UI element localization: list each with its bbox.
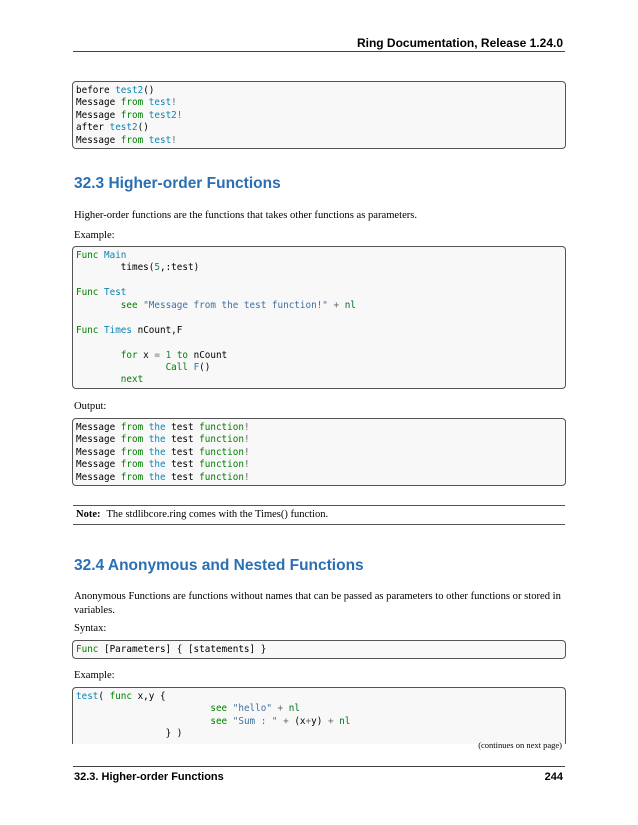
code-token: () <box>199 361 211 373</box>
code-token: test <box>165 459 200 471</box>
code-token: y) <box>311 715 328 727</box>
running-header-title: Ring Documentation, Release 1.24.0 <box>356 36 563 50</box>
code-token: for <box>120 349 138 361</box>
code-token: to <box>176 349 189 361</box>
code-token: x,y { <box>131 691 166 702</box>
code-token: from <box>120 434 144 446</box>
code-token: F <box>193 361 200 373</box>
code-token <box>76 350 121 361</box>
code-token: ! <box>243 434 250 446</box>
code-block-higher-order-output <box>72 418 566 486</box>
code-line <box>76 312 562 324</box>
syntax-label: Syntax: <box>74 623 107 634</box>
code-line <box>76 362 562 374</box>
code-token: Message <box>76 459 121 471</box>
code-token: from <box>120 134 144 146</box>
code-token: test <box>165 434 200 446</box>
code-token: nl <box>288 703 300 715</box>
code-token: func <box>109 691 132 702</box>
code-token: "Message from the test function!" <box>143 299 328 311</box>
code-token: ( <box>98 691 110 702</box>
code-token: 1 <box>165 349 172 361</box>
note-text: The stdlibcore.ring comes with the Times() function. <box>106 509 329 520</box>
code-block-anon-example <box>72 687 566 744</box>
code-token: ! <box>243 459 250 471</box>
code-token: + <box>327 299 345 311</box>
code-token: see <box>120 299 138 311</box>
code-block-test2-output <box>72 81 566 149</box>
code-token: (x <box>294 715 306 727</box>
code-line <box>76 135 562 147</box>
code-token: ! <box>171 97 177 109</box>
footer-section-title: 32.3. Higher-order Functions <box>74 771 224 783</box>
code-token: "hello" <box>232 703 272 715</box>
example-label: Example: <box>74 230 115 241</box>
code-line <box>76 472 562 484</box>
code-token <box>76 728 166 739</box>
code-token: after <box>76 122 110 134</box>
code-line <box>76 644 562 656</box>
code-token: } ) <box>165 728 183 740</box>
code-token: the <box>148 422 166 433</box>
code-line <box>76 716 562 728</box>
code-token: test <box>165 422 200 433</box>
code-token: Message <box>76 134 121 146</box>
higher-order-intro: Higher-order functions are the functions that takes other functions as parameters. <box>74 210 418 221</box>
code-token: test2 <box>115 85 144 96</box>
code-line <box>76 691 562 703</box>
code-token: Times <box>104 324 132 336</box>
code-token: Message <box>76 109 121 121</box>
code-token: from <box>120 471 144 483</box>
code-line <box>76 122 562 134</box>
code-token: test <box>165 471 200 483</box>
code-token: the <box>148 471 166 483</box>
code-block-higher-order-example <box>72 246 566 389</box>
code-token: + <box>305 715 312 727</box>
code-line <box>76 250 562 262</box>
code-token: Message <box>76 97 121 109</box>
code-token: () <box>137 122 149 134</box>
header-rule <box>73 51 565 52</box>
code-token: 5 <box>154 262 160 274</box>
code-token: ! <box>243 422 250 433</box>
code-line <box>76 703 562 715</box>
code-line <box>76 110 562 122</box>
code-line <box>76 325 562 337</box>
code-token: () <box>143 85 155 96</box>
code-token: Func <box>76 324 99 336</box>
code-token: ! <box>171 134 177 146</box>
code-token: test <box>76 691 99 702</box>
code-line <box>76 434 562 446</box>
code-line <box>76 85 562 97</box>
code-block-anon-syntax <box>72 640 566 659</box>
footer-page-number: 244 <box>544 771 563 783</box>
code-token: the <box>148 434 166 446</box>
code-token: nl <box>344 299 356 311</box>
code-token: nl <box>339 715 351 727</box>
code-token: Func <box>76 250 99 261</box>
continues-note: (continues on next page) <box>478 740 562 750</box>
code-token: test2 <box>109 122 138 134</box>
code-token <box>76 703 210 714</box>
code-token: Main <box>104 250 127 261</box>
code-token <box>76 362 166 373</box>
code-token: + <box>277 715 295 727</box>
code-token: nCount <box>188 349 228 361</box>
code-token: times( <box>76 262 155 274</box>
code-token: from <box>120 422 144 433</box>
code-line <box>76 337 562 349</box>
code-token: ! <box>243 446 250 458</box>
code-token: Func <box>76 644 99 655</box>
code-line <box>76 300 562 312</box>
code-token: [Parameters] { [statements] } <box>98 644 267 655</box>
code-token: from <box>120 459 144 471</box>
section-heading-higher-order: 32.3 Higher-order Functions <box>74 175 281 192</box>
code-token: from <box>120 446 144 458</box>
code-line <box>76 728 562 740</box>
code-token: next <box>120 374 144 386</box>
code-line <box>76 275 562 287</box>
code-token: Func <box>76 287 99 299</box>
code-token: test <box>148 97 172 109</box>
section-heading-anonymous: 32.4 Anonymous and Nested Functions <box>74 557 364 574</box>
code-token: Message <box>76 422 121 433</box>
code-line <box>76 287 562 299</box>
code-token: see <box>210 715 228 727</box>
code-token: from <box>120 97 144 109</box>
code-token: ! <box>243 471 250 483</box>
code-token: function <box>199 459 244 471</box>
code-token: function <box>199 422 244 433</box>
code-line <box>76 97 562 109</box>
code-token: function <box>199 446 244 458</box>
code-token: Message <box>76 446 121 458</box>
code-token: "Sum : " <box>232 715 278 727</box>
note-box <box>73 505 565 525</box>
anonymous-intro: Anonymous Functions are functions without names that can be passed as parameters to other functions or stored in variables. <box>74 591 561 616</box>
code-token: test <box>148 134 172 146</box>
code-token: function <box>199 434 244 446</box>
code-line <box>76 374 562 386</box>
code-token: test2 <box>148 109 177 121</box>
code-token: Message <box>76 434 121 446</box>
code-token: Call <box>165 361 188 373</box>
code-token: the <box>148 459 166 471</box>
code-token <box>76 374 121 385</box>
code-line <box>76 262 562 274</box>
code-token: before <box>76 85 116 96</box>
code-token: see <box>210 703 228 715</box>
code-line <box>76 350 562 362</box>
code-token: nCount,F <box>132 324 183 336</box>
code-token: test <box>165 446 200 458</box>
code-token: function <box>199 471 244 483</box>
note-label: Note: <box>76 509 101 520</box>
code-token: + <box>271 703 289 715</box>
code-line <box>76 459 562 471</box>
code-token <box>76 716 210 727</box>
code-token <box>76 300 121 311</box>
code-token: ! <box>176 109 183 121</box>
code-token: + <box>327 715 334 727</box>
code-token: x <box>137 349 155 361</box>
code-token: Message <box>76 471 121 483</box>
code-line <box>76 422 562 434</box>
code-token: the <box>148 446 166 458</box>
footer-rule <box>73 766 565 767</box>
output-label: Output: <box>74 401 107 412</box>
code-token: Test <box>104 287 127 299</box>
code-token: from <box>120 109 144 121</box>
code-line <box>76 447 562 459</box>
anon-example-label: Example: <box>74 670 115 681</box>
code-token: ,:test) <box>159 262 200 274</box>
code-token: = <box>154 349 160 361</box>
